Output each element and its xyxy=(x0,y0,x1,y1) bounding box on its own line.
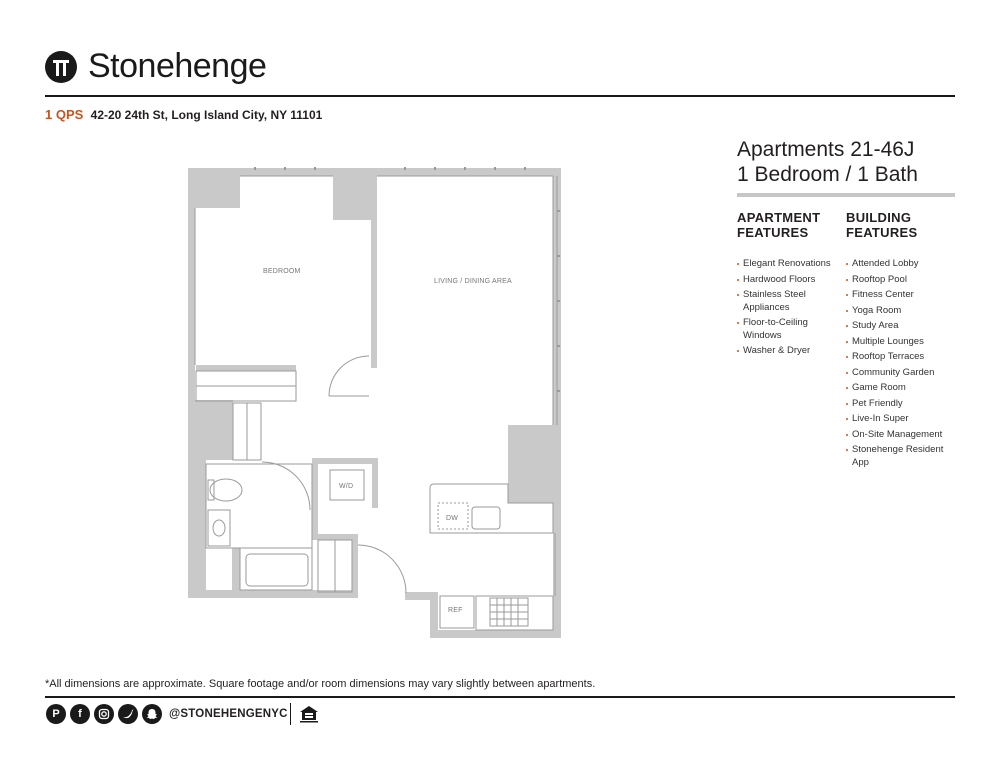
apartment-layout: 1 Bedroom / 1 Bath xyxy=(737,163,918,186)
list-item: Hardwood Floors xyxy=(737,274,837,287)
list-item: Stonehenge Resident App xyxy=(846,444,952,469)
list-item: Yoga Room xyxy=(846,305,951,318)
twitter-icon[interactable] xyxy=(118,704,138,724)
footer-separator xyxy=(290,703,291,725)
header-divider xyxy=(45,95,955,97)
washer-dryer-label: W/D xyxy=(339,483,354,490)
apartment-features-heading-line2: FEATURES xyxy=(737,225,809,240)
list-item: Fitness Center xyxy=(846,289,951,302)
building-code: 1 QPS xyxy=(45,107,84,122)
refrigerator-label: REF xyxy=(448,607,463,614)
instagram-icon[interactable] xyxy=(94,704,114,724)
footer-divider xyxy=(45,696,955,698)
snapchat-icon[interactable] xyxy=(142,704,162,724)
list-item: Rooftop Terraces xyxy=(846,351,951,364)
apartment-title xyxy=(737,137,918,187)
list-item: Community Garden xyxy=(846,367,951,380)
apartment-features-list xyxy=(737,258,837,361)
building-features-list xyxy=(846,258,951,472)
list-item: Rooftop Pool xyxy=(846,274,951,287)
floor-plan xyxy=(180,160,570,640)
dishwasher-label: DW xyxy=(446,515,459,522)
building-features-heading-line1: BUILDING xyxy=(846,210,912,225)
list-item: Stainless Steel Appliances xyxy=(737,289,815,314)
equal-housing-opportunity-icon xyxy=(298,704,320,724)
apartment-numbers: Apartments 21-46J xyxy=(737,138,915,161)
building-features-heading xyxy=(846,210,918,240)
living-dining-label: LIVING / DINING AREA xyxy=(434,278,512,285)
stonehenge-logo-icon xyxy=(45,51,77,83)
list-item: Study Area xyxy=(846,320,951,333)
apartment-features-heading-line1: APARTMENT xyxy=(737,210,821,225)
list-item: Multiple Lounges xyxy=(846,336,951,349)
building-features-heading-line2: FEATURES xyxy=(846,225,918,240)
list-item: Attended Lobby xyxy=(846,258,951,271)
list-item: Game Room xyxy=(846,382,951,395)
brand-name: Stonehenge xyxy=(88,47,267,85)
list-item: Pet Friendly xyxy=(846,398,951,411)
apartment-features-heading xyxy=(737,210,820,240)
list-item: Floor-to-Ceiling Windows xyxy=(737,317,821,342)
facebook-icon[interactable]: f xyxy=(70,704,90,724)
list-item: Live-In Super xyxy=(846,413,951,426)
list-item: Washer & Dryer xyxy=(737,345,837,358)
title-divider xyxy=(737,193,955,197)
list-item: Elegant Renovations xyxy=(737,258,837,271)
social-handle[interactable]: @STONEHENGENYC xyxy=(169,708,288,720)
street-address: 42-20 24th St, Long Island City, NY 11101 xyxy=(90,108,323,122)
address-line xyxy=(45,108,322,122)
list-item: On-Site Management xyxy=(846,429,951,442)
disclaimer: *All dimensions are approximate. Square footage and/or room dimensions may vary slightly between apartments. xyxy=(45,678,596,690)
bedroom-label: BEDROOM xyxy=(263,268,301,275)
pinterest-icon[interactable]: P xyxy=(46,704,66,724)
